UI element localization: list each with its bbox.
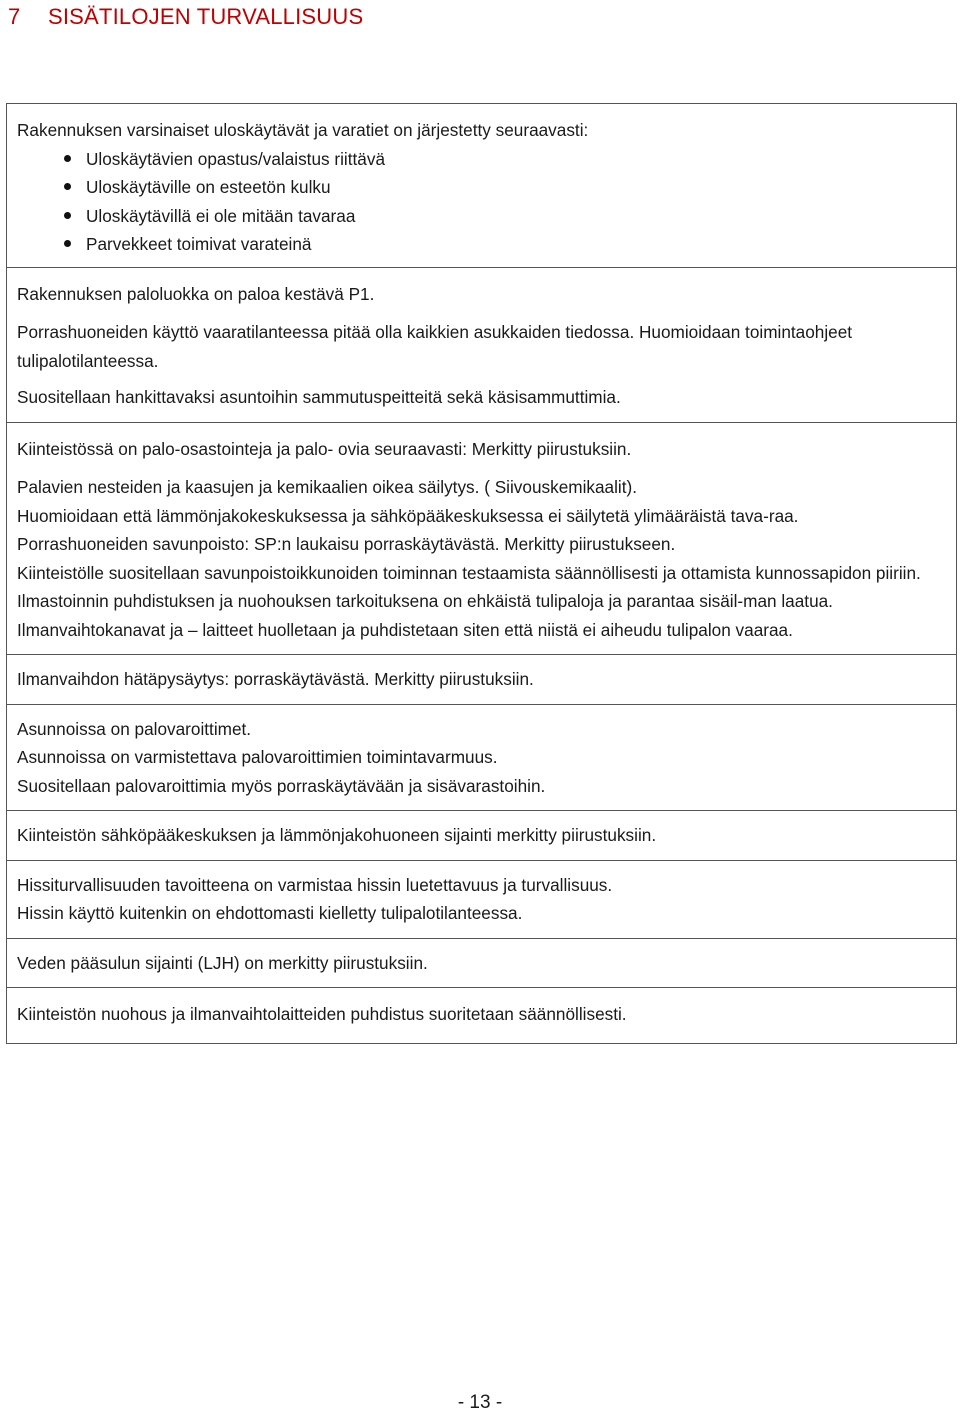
exits-intro: Rakennuksen varsinaiset uloskäytävät ja varatiet on järjestetty seuraavasti:	[17, 120, 589, 140]
elevator-fire-text: Hissin käyttö kuitenkin on ehdottomasti kielletty tulipalotilanteessa.	[17, 903, 523, 923]
stairwell-use-text: Porrashuoneiden käyttö vaaratilanteessa pitää olla kaikkien asukkaiden tiedossa. Huomioidaan toimintaohjeet tulipalotilanteessa.	[17, 322, 853, 371]
chimney-sweep-text: Kiinteistön nuohous ja ilmanvaihtolaitteiden puhdistus suoritetaan säännöllisesti.	[17, 1004, 627, 1024]
ventilation-cleaning-text: Ilmastoinnin puhdistuksen ja nuohouksen tarkoituksena on ehkäistä tulipaloja ja parantaa sisäil-man laatua. Ilmanvaihtokanavat ja – laitteet huolletaan ja puhdistetaan siten että niistä ei aiheudu tulipalon vaaraa.	[17, 591, 833, 640]
page-number: - 13 -	[457, 1392, 503, 1413]
smoke-alarm-recommendation: Suositellaan palovaroittimia myös porraskäytävään ja sisävarastoihin.	[17, 775, 546, 796]
compartment-text: Kiinteistössä on palo-osastointeja ja palo- ovia seuraavasti: Merkitty piirustuksiin.	[17, 438, 632, 459]
section-heading	[8, 4, 363, 30]
switchboard-location-text: Kiinteistön sähköpääkeskuksen ja lämmönjakohuoneen sijainti merkitty piirustuksiin.	[17, 825, 657, 845]
chemicals-text: Palavien nesteiden ja kaasujen ja kemikaalien oikea säilytys. ( Siivouskemikaalit).	[17, 477, 638, 497]
table-row	[7, 422, 957, 655]
table-cell	[7, 811, 957, 861]
list-item: Uloskäytävien opastus/valaistus riittävä	[17, 145, 948, 174]
page-footer	[0, 1392, 960, 1414]
list-item: Uloskäytäville on esteetön kulku	[17, 173, 948, 202]
table-cell	[7, 655, 957, 705]
table-row	[7, 267, 957, 422]
water-valve-text: Veden pääsulun sijainti (LJH) on merkitty piirustuksiin.	[17, 952, 428, 973]
table-cell	[7, 704, 957, 811]
extinguisher-recommendation: Suositellaan hankittavaksi asuntoihin sammutuspeitteitä sekä käsisammuttimia.	[17, 387, 621, 407]
section-title: SISÄTILOJEN TURVALLISUUS	[48, 4, 364, 29]
table-cell	[7, 938, 957, 988]
smoke-vent-text: Porrashuoneiden savunpoisto: SP:n laukaisu porraskäytävästä. Merkitty piirustukseen.	[17, 534, 676, 554]
smoke-vent-test-text: Kiinteistölle suositellaan savunpoistoikkunoiden toiminnan testaamista säännöllisesti ja ottamista kunnossapidon piiriin.	[17, 562, 921, 583]
smoke-alarm-check-text: Asunnoissa on varmistettava palovaroittimien toimintavarmuus.	[17, 747, 498, 767]
table-row	[7, 860, 957, 938]
table-cell	[7, 860, 957, 938]
table-cell	[7, 988, 957, 1044]
table-row	[7, 811, 957, 861]
list-item: Parvekkeet toimivat varateinä	[17, 230, 948, 259]
smoke-alarm-text: Asunnoissa on palovaroittimet.	[17, 718, 252, 739]
storage-text: Huomioidaan että lämmönjakokeskuksessa ja sähköpääkeskuksessa ei säilytetä ylimääräistä tava-raa.	[17, 505, 799, 526]
table-row	[7, 988, 957, 1044]
table-cell	[7, 104, 957, 268]
table-cell	[7, 267, 957, 422]
table-row	[7, 104, 957, 268]
elevator-safety-text: Hissiturvallisuuden tavoitteena on varmistaa hissin luetettavuus ja turvallisuus.	[17, 874, 613, 895]
table-row	[7, 938, 957, 988]
fire-class-text: Rakennuksen paloluokka on paloa kestävä P1.	[17, 283, 375, 304]
ventilation-stop-text: Ilmanvaihdon hätäpysäytys: porraskäytävästä. Merkitty piirustuksiin.	[17, 669, 534, 689]
list-item: Uloskäytävillä ei ole mitään tavaraa	[17, 202, 948, 231]
table-row	[7, 655, 957, 705]
safety-table	[6, 103, 957, 1044]
section-number: 7	[8, 4, 21, 29]
exits-bullet-list	[17, 145, 948, 259]
table-row	[7, 704, 957, 811]
table-cell	[7, 422, 957, 655]
